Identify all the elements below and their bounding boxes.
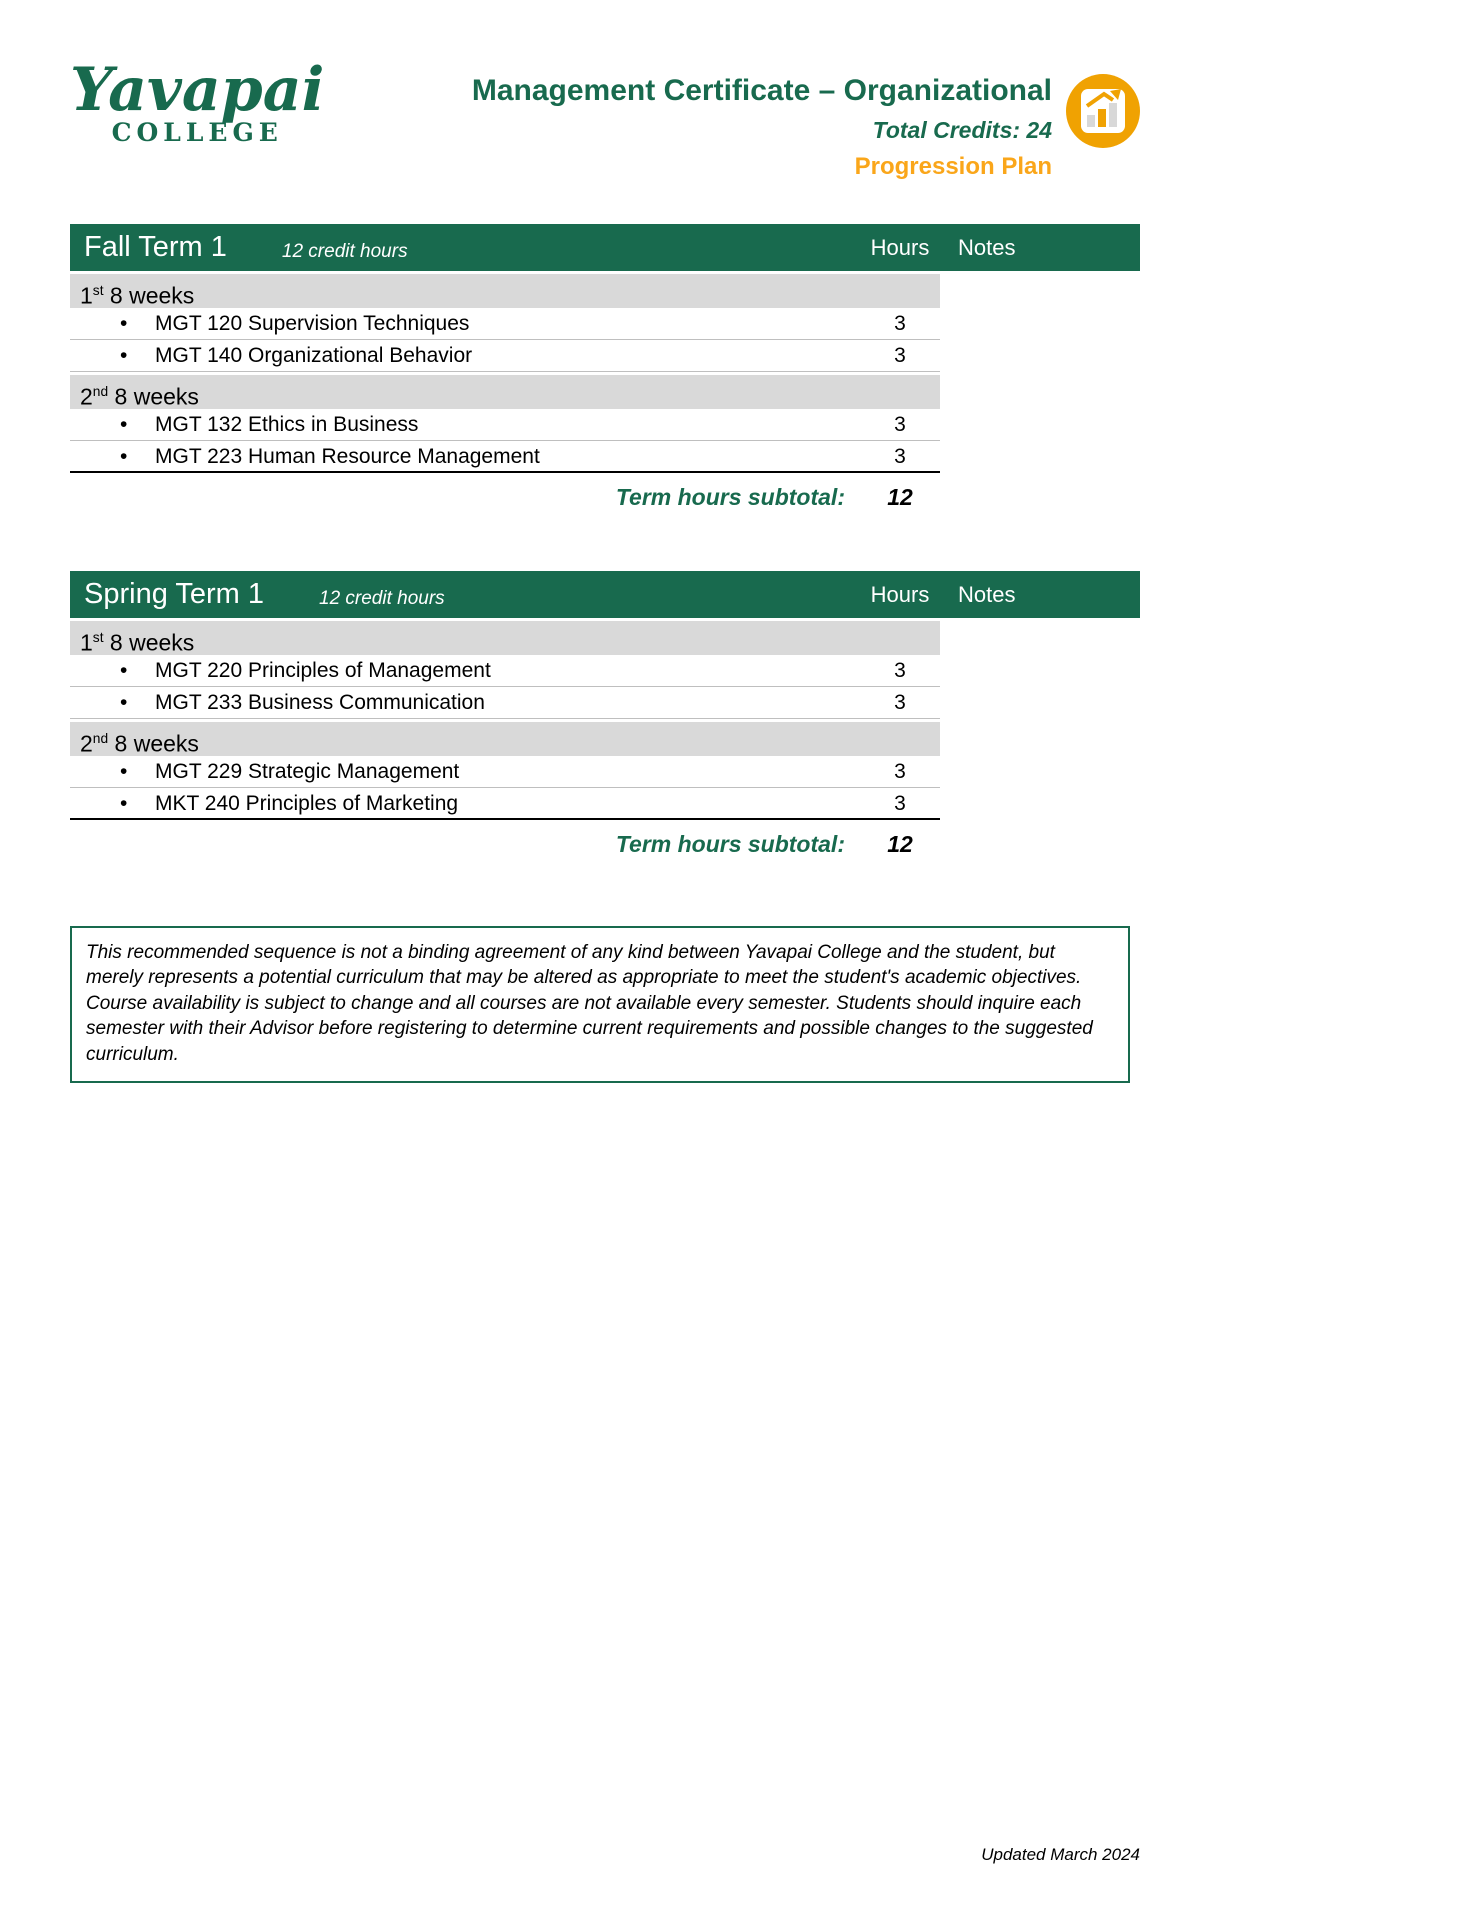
term-credit-hours: 12 credit hours (281, 241, 408, 262)
yavapai-college-logo (70, 50, 324, 147)
term-table (70, 621, 940, 868)
page-content (70, 50, 1140, 1083)
section-label: 8 weeks (103, 629, 195, 656)
course-title: • MGT 229 Strategic Management (120, 760, 459, 783)
term-header (70, 224, 1140, 271)
term-subtotal-row (70, 473, 940, 521)
course-hours: 3 (894, 659, 906, 682)
table-row (70, 340, 940, 372)
table-row (70, 655, 940, 687)
subtotal-value: 12 (887, 484, 913, 510)
term-spring-1 (70, 571, 1140, 868)
column-header-hours: Hours (870, 581, 930, 607)
term-credit-hours: 12 credit hours (319, 588, 445, 609)
course-title: • MGT 140 Organizational Behavior (120, 344, 472, 367)
section-band-first-8-weeks (70, 621, 940, 655)
growth-chart-icon (1066, 74, 1140, 148)
section-ordinal: 1 (80, 629, 93, 656)
course-title: • MGT 132 Ethics in Business (120, 413, 418, 436)
column-header-notes: Notes (958, 234, 1016, 260)
course-hours: 3 (894, 344, 906, 367)
course-title: • MGT 233 Business Communication (120, 691, 485, 714)
course-title: • MGT 220 Principles of Management (120, 659, 491, 682)
section-band-second-8-weeks (70, 375, 940, 409)
course-title: • MKT 240 Principles of Marketing (120, 792, 458, 815)
course-hours: 3 (894, 445, 906, 468)
section-ordinal-suffix: nd (92, 384, 109, 399)
section-ordinal: 2 (80, 730, 93, 757)
page-title: Management Certificate – Organizational (471, 74, 1052, 107)
section-ordinal-suffix: st (92, 630, 104, 645)
section-band-second-8-weeks (70, 722, 940, 756)
section-label: 8 weeks (108, 730, 199, 757)
title-area (472, 50, 1140, 181)
course-hours: 3 (894, 792, 906, 815)
column-header-notes: Notes (958, 581, 1016, 607)
subtotal-label: Term hours subtotal: (615, 831, 845, 857)
document-header (70, 50, 1140, 200)
table-row (70, 441, 940, 473)
section-ordinal: 1 (80, 282, 93, 309)
term-fall-1 (70, 224, 1140, 521)
subtotal-label: Term hours subtotal: (615, 484, 845, 510)
table-row (70, 409, 940, 441)
term-subtotal-row (70, 820, 940, 868)
section-ordinal: 2 (80, 383, 93, 410)
total-credits-label: Total Credits: 24 (872, 117, 1052, 143)
logo-script-text: Yavapai (70, 55, 325, 125)
updated-date: Updated March 2024 (981, 1845, 1140, 1864)
table-row (70, 308, 940, 340)
term-name: Spring Term 1 (84, 578, 264, 610)
course-hours: 3 (894, 691, 906, 714)
section-label: 8 weeks (103, 282, 195, 309)
term-table (70, 274, 940, 521)
section-band-first-8-weeks (70, 274, 940, 308)
table-row (70, 687, 940, 719)
section-ordinal-suffix: st (92, 283, 104, 298)
subtotal-value: 12 (887, 831, 913, 857)
section-ordinal-suffix: nd (92, 731, 109, 746)
table-row (70, 788, 940, 820)
column-header-hours: Hours (870, 234, 930, 260)
term-name: Fall Term 1 (84, 231, 227, 263)
term-header (70, 571, 1140, 618)
title-block (472, 74, 1052, 181)
logo-college-text: COLLEGE (111, 118, 283, 147)
course-hours: 3 (894, 312, 906, 335)
course-title: • MGT 223 Human Resource Management (120, 445, 540, 468)
course-title: • MGT 120 Supervision Techniques (120, 312, 469, 335)
disclaimer-box: This recommended sequence is not a binding agreement of any kind between Yavapai College and the student, but merely represents a potential curriculum that may be altered as appropriate to meet the student's academic objectives. Course availability is subject to change and all courses are not available every semester. Students should inquire each semester with their Advisor before registering to determine current requirements and possible changes to the suggested curriculum. (70, 926, 1130, 1083)
progression-plan-label: Progression Plan (854, 153, 1052, 180)
course-hours: 3 (894, 413, 906, 436)
section-label: 8 weeks (108, 383, 199, 410)
table-row (70, 756, 940, 788)
course-hours: 3 (894, 760, 906, 783)
